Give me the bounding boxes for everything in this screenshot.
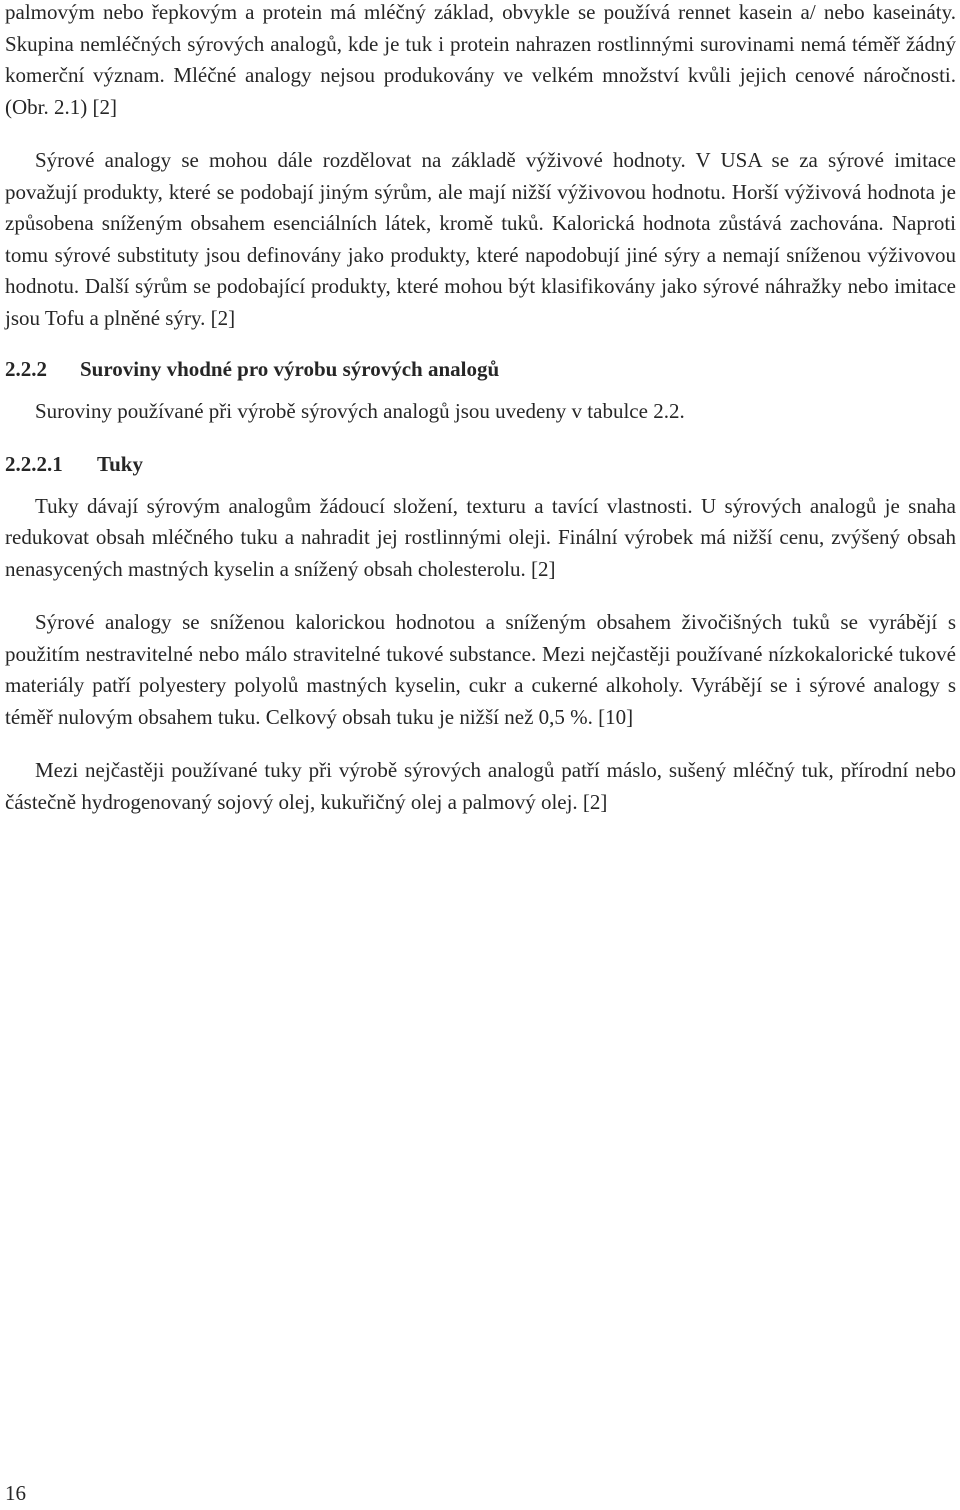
section-number: 2.2.2 [5,357,47,381]
subsection-heading-fats [5,449,956,481]
paragraph-nutritional-classification: Sýrové analogy se mohou dále rozdělovat na základě výživové hodnoty. V USA se za sýrové imitace považují produkty, které se podobají jiným sýrům, ale mají nižší výživovou hodnotu. Horší výživová hodnota je způsobena sníženým obsahem esenciálních látek, kromě tuků. Kalorická hodnota zůstává zachována. Naproti tomu sýrové substituty jsou definovány jako produkty, které napodobují jiné sýry a nemají sníženou výživovou hodnotu. Další sýrům se podobající produkty, které mohou být klasifikovány jako sýrové náhražky nebo imitace jsou Tofu a plněné sýry. [2] [5,148,956,330]
section-title: Suroviny vhodné pro výrobu sýrových analogů [80,357,500,381]
subsection-number: 2.2.2.1 [5,452,63,476]
page-number: 16 [5,1481,26,1505]
section-heading-raw-materials [5,354,956,386]
paragraph-intro-continuation: palmovým nebo řepkovým a protein má mléčný základ, obvykle se používá rennet kasein a/ nebo kaseináty. Skupina nemléčných sýrových analogů, kde je tuk i protein nahrazen rostlinnými surovinami nemá téměř žádný komerční význam. Mléčné analogy nejsou produkovány ve velkém množství kvůli jejich cenové náročnosti. (Obr. 2.1) [2] [5,0,956,119]
subsection-title: Tuky [97,452,143,476]
paragraph-raw-materials-table-ref: Suroviny používané při výrobě sýrových analogů jsou uvedeny v tabulce 2.2. [35,398,685,423]
paragraph-common-fats: Mezi nejčastěji používané tuky při výrobě sýrových analogů patří máslo, sušený mléčný tuk, přírodní nebo částečně hydrogenovaný sojový olej, kukuřičný olej a palmový olej. [2] [5,758,956,814]
paragraph-fats-properties: Tuky dávají sýrovým analogům žádoucí složení, texturu a tavící vlastnosti. U sýrových analogů je snaha redukovat obsah mléčného tuku a nahradit jej rostlinnými oleji. Finální výrobek má nižší cenu, zvýšený obsah nenasycených mastných kyselin a snížený obsah cholesterolu. [2] [5,493,956,581]
paragraph-low-calorie-analogs: Sýrové analogy se sníženou kalorickou hodnotou a sníženým obsahem živočišných tuků se vyrábějí s použitím nestravitelné nebo málo stravitelné tukové substance. Mezi nejčastěji používané nízkokalorické tukové materiály patří polyestery polyolů mastných kyselin, cukr a cukerné alkoholy. Vyrábějí se i sýrové analogy s téměř nulovým obsahem tuku. Celkový obsah tuku je nižší než 0,5 %. [10] [5,610,956,729]
document-page [5,0,956,818]
